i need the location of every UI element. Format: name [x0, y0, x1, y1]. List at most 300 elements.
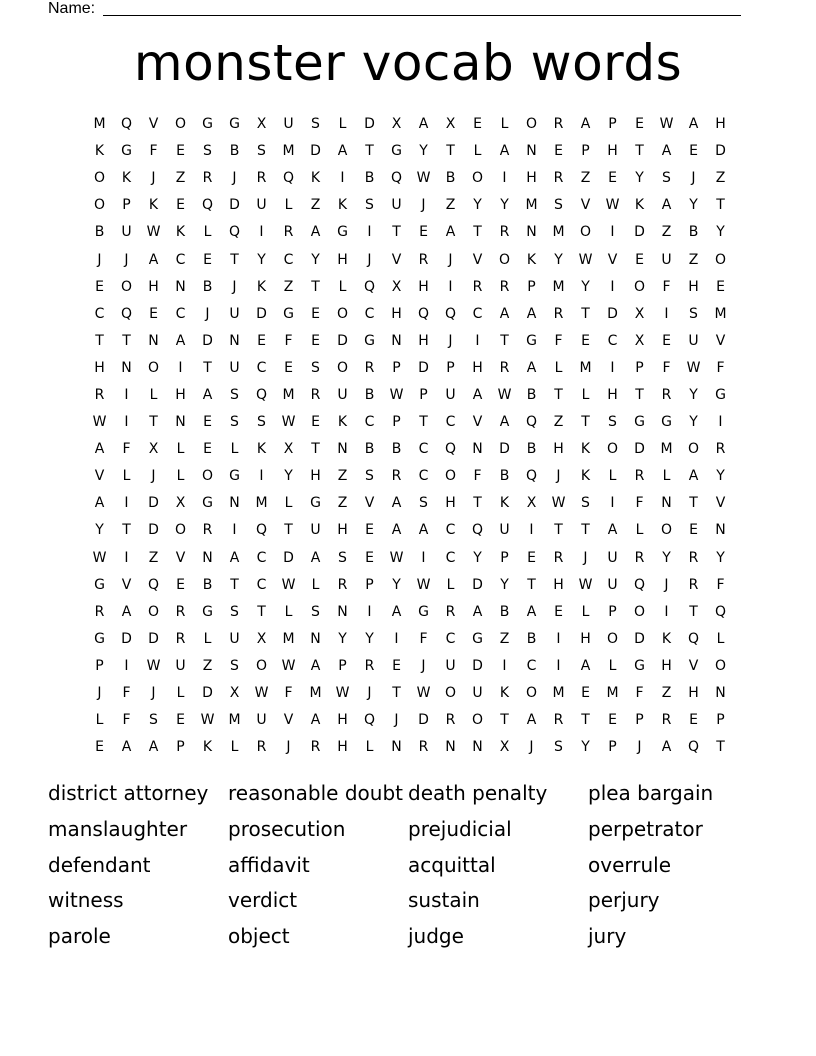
grid-letter: J — [637, 739, 642, 756]
grid-letter: A — [580, 657, 591, 674]
grid-letter: L — [581, 603, 590, 620]
grid-letter: R — [715, 441, 726, 458]
grid-letter: V — [607, 251, 618, 268]
grid-letter: T — [581, 522, 590, 539]
grid-row — [86, 436, 734, 463]
grid-letter: U — [175, 657, 186, 674]
grid-letter: D — [337, 332, 348, 349]
grid-letter: O — [633, 278, 646, 295]
grid-letter: X — [175, 495, 186, 512]
grid-letter: S — [257, 143, 266, 160]
grid-letter: U — [607, 576, 618, 593]
grid-letter: X — [256, 116, 267, 133]
grid-letter: I — [664, 603, 669, 620]
grid-letter: R — [553, 712, 564, 729]
grid-letter: U — [229, 359, 240, 376]
grid-letter: L — [311, 576, 320, 593]
grid-letter: E — [581, 332, 590, 349]
grid-letter: C — [607, 332, 618, 349]
grid-letter: E — [554, 603, 563, 620]
grid-letter: H — [553, 441, 564, 458]
grid-letter: C — [256, 576, 267, 593]
grid-letter: L — [176, 441, 185, 458]
grid-letter: T — [581, 712, 590, 729]
grid-row — [86, 734, 734, 761]
grid-letter: P — [338, 657, 347, 674]
grid-letter: A — [661, 739, 672, 756]
grid-letter: J — [583, 549, 588, 566]
grid-letter: E — [662, 332, 671, 349]
grid-letter: T — [500, 712, 509, 729]
grid-letter: H — [337, 522, 348, 539]
grid-letter: H — [607, 386, 618, 403]
grid-letter: E — [635, 116, 644, 133]
grid-letter: A — [499, 414, 510, 431]
grid-letter: Q — [633, 576, 646, 593]
grid-letter: M — [606, 685, 619, 702]
grid-letter: W — [200, 712, 215, 729]
name-blank-line[interactable] — [103, 15, 741, 16]
grid-letter: Y — [500, 197, 509, 214]
grid-letter: O — [714, 657, 727, 674]
grid-letter: H — [580, 630, 591, 647]
grid-letter: S — [689, 305, 698, 322]
grid-letter: R — [688, 576, 699, 593]
grid-letter: R — [553, 549, 564, 566]
grid-letter: U — [391, 197, 402, 214]
grid-letter: P — [635, 712, 644, 729]
grid-letter: A — [310, 224, 321, 241]
grid-letter: L — [203, 224, 212, 241]
grid-letter: K — [94, 143, 105, 160]
grid-letter: R — [175, 603, 186, 620]
grid-letter: K — [499, 685, 510, 702]
grid-letter: W — [497, 386, 512, 403]
grid-letter: Y — [392, 576, 401, 593]
grid-letter: K — [337, 197, 348, 214]
grid-letter: R — [445, 712, 456, 729]
grid-letter: A — [229, 549, 240, 566]
grid-letter: Q — [228, 224, 241, 241]
grid-letter: E — [608, 712, 617, 729]
grid-letter: Y — [581, 739, 590, 756]
word-list-item: perjury — [588, 888, 660, 913]
grid-letter: D — [229, 197, 240, 214]
grid-row — [86, 111, 734, 138]
grid-letter: S — [554, 739, 563, 756]
grid-letter: R — [364, 359, 375, 376]
grid-letter: E — [149, 305, 158, 322]
grid-letter: O — [660, 522, 673, 539]
grid-letter: D — [472, 576, 483, 593]
grid-letter: R — [310, 739, 321, 756]
grid-letter: Q — [120, 305, 133, 322]
grid-row — [86, 138, 734, 165]
grid-letter: M — [660, 441, 673, 458]
grid-letter: Q — [525, 414, 538, 431]
grid-letter: I — [367, 224, 372, 241]
grid-letter: I — [124, 657, 129, 674]
grid-letter: N — [526, 224, 537, 241]
grid-letter: E — [365, 522, 374, 539]
grid-letter: W — [686, 359, 701, 376]
grid-letter: L — [338, 278, 347, 295]
grid-letter: M — [525, 197, 538, 214]
grid-letter: P — [122, 197, 131, 214]
grid-letter: H — [688, 278, 699, 295]
grid-letter: H — [688, 685, 699, 702]
grid-letter: E — [392, 657, 401, 674]
grid-letter: A — [391, 603, 402, 620]
grid-letter: H — [310, 468, 321, 485]
grid-letter: L — [284, 603, 293, 620]
grid-letter: Z — [499, 630, 510, 647]
grid-letter: J — [151, 170, 156, 187]
grid-letter: V — [472, 414, 483, 431]
grid-letter: C — [94, 305, 105, 322]
grid-letter: F — [419, 630, 428, 647]
grid-letter: P — [419, 386, 428, 403]
grid-letter: W — [335, 685, 350, 702]
grid-letter: Z — [175, 170, 186, 187]
grid-row — [86, 246, 734, 273]
grid-letter: M — [282, 386, 295, 403]
grid-letter: B — [202, 278, 213, 295]
grid-row — [86, 328, 734, 355]
grid-letter: S — [338, 549, 347, 566]
grid-letter: V — [715, 495, 726, 512]
grid-letter: K — [634, 197, 645, 214]
grid-letter: F — [662, 278, 671, 295]
grid-letter: L — [500, 116, 509, 133]
grid-letter: A — [94, 441, 105, 458]
grid-letter: R — [418, 739, 429, 756]
grid-letter: G — [472, 630, 483, 647]
grid-letter: E — [176, 197, 185, 214]
grid-letter: J — [394, 712, 399, 729]
grid-letter: U — [229, 630, 240, 647]
grid-letter: T — [230, 576, 239, 593]
grid-letter: O — [174, 116, 187, 133]
grid-letter: G — [229, 116, 240, 133]
grid-letter: U — [337, 386, 348, 403]
grid-letter: D — [634, 630, 645, 647]
grid-letter: V — [175, 549, 186, 566]
grid-letter: J — [691, 170, 696, 187]
grid-letter: H — [607, 143, 618, 160]
grid-letter: H — [337, 251, 348, 268]
grid-letter: L — [203, 630, 212, 647]
grid-letter: L — [608, 468, 617, 485]
grid-letter: H — [715, 116, 726, 133]
grid-letter: U — [229, 305, 240, 322]
grid-letter: E — [473, 116, 482, 133]
grid-letter: G — [229, 468, 240, 485]
word-list-item: parole — [48, 924, 111, 949]
grid-letter: I — [610, 278, 615, 295]
grid-letter: G — [418, 603, 429, 620]
grid-letter: O — [606, 441, 619, 458]
grid-letter: O — [336, 359, 349, 376]
grid-letter: E — [311, 305, 320, 322]
grid-letter: F — [662, 359, 671, 376]
grid-letter: C — [256, 549, 267, 566]
grid-letter: O — [120, 278, 133, 295]
grid-letter: T — [473, 495, 482, 512]
grid-letter: B — [688, 224, 699, 241]
grid-letter: I — [394, 630, 399, 647]
grid-letter: X — [499, 739, 510, 756]
grid-row — [86, 355, 734, 382]
grid-letter: D — [202, 332, 213, 349]
grid-letter: Q — [255, 386, 268, 403]
grid-letter: Z — [580, 170, 591, 187]
grid-letter: Z — [661, 224, 672, 241]
grid-letter: R — [418, 251, 429, 268]
grid-letter: N — [175, 414, 186, 431]
word-list-item: judge — [408, 924, 464, 949]
grid-letter: A — [607, 522, 618, 539]
grid-letter: I — [259, 224, 264, 241]
grid-letter: M — [228, 712, 241, 729]
grid-letter: W — [659, 116, 674, 133]
grid-letter: Z — [283, 278, 294, 295]
grid-letter: H — [94, 359, 105, 376]
grid-letter: E — [635, 251, 644, 268]
grid-letter: S — [203, 143, 212, 160]
grid-letter: I — [556, 630, 561, 647]
grid-letter: P — [527, 278, 536, 295]
word-list-item: witness — [48, 888, 124, 913]
grid-letter: Y — [635, 170, 644, 187]
grid-letter: I — [529, 522, 534, 539]
grid-letter: O — [498, 251, 511, 268]
grid-letter: T — [311, 441, 320, 458]
grid-letter: D — [310, 143, 321, 160]
grid-letter: R — [256, 170, 267, 187]
grid-letter: D — [715, 143, 726, 160]
grid-letter: E — [311, 414, 320, 431]
grid-letter: P — [176, 739, 185, 756]
grid-letter: L — [176, 685, 185, 702]
grid-letter: P — [608, 116, 617, 133]
grid-letter: N — [391, 739, 402, 756]
grid-letter: Y — [689, 414, 698, 431]
grid-letter: N — [445, 739, 456, 756]
grid-letter: H — [553, 576, 564, 593]
word-list-item: prosecution — [228, 816, 346, 841]
grid-letter: B — [364, 386, 375, 403]
grid-letter: O — [687, 441, 700, 458]
grid-letter: B — [94, 224, 105, 241]
grid-letter: U — [688, 332, 699, 349]
grid-letter: X — [256, 630, 267, 647]
grid-letter: A — [391, 495, 402, 512]
grid-letter: A — [310, 549, 321, 566]
grid-letter: W — [389, 386, 404, 403]
grid-letter: R — [364, 657, 375, 674]
grid-row — [86, 192, 734, 219]
grid-letter: P — [608, 603, 617, 620]
grid-letter: H — [175, 386, 186, 403]
grid-letter: S — [230, 603, 239, 620]
grid-letter: P — [716, 712, 725, 729]
grid-letter: M — [714, 305, 727, 322]
grid-letter: C — [175, 305, 186, 322]
grid-letter: T — [554, 522, 563, 539]
grid-letter: X — [634, 305, 645, 322]
grid-letter: E — [689, 522, 698, 539]
grid-letter: Q — [417, 305, 430, 322]
grid-letter: A — [445, 224, 456, 241]
grid-row — [86, 707, 734, 734]
grid-letter: D — [472, 657, 483, 674]
grid-letter: Q — [687, 630, 700, 647]
grid-letter: W — [578, 251, 593, 268]
grid-letter: D — [202, 685, 213, 702]
grid-letter: K — [202, 739, 213, 756]
grid-letter: A — [94, 495, 105, 512]
grid-letter: G — [94, 576, 105, 593]
grid-letter: Y — [284, 468, 293, 485]
grid-letter: I — [178, 359, 183, 376]
grid-letter: L — [473, 143, 482, 160]
grid-letter: C — [175, 251, 186, 268]
grid-letter: L — [284, 495, 293, 512]
grid-letter: Y — [365, 630, 374, 647]
grid-letter: Z — [445, 197, 456, 214]
grid-letter: T — [689, 603, 698, 620]
word-list-item: prejudicial — [408, 816, 512, 841]
grid-letter: A — [310, 712, 321, 729]
grid-letter: C — [364, 305, 375, 322]
grid-letter: C — [445, 630, 456, 647]
grid-letter: D — [148, 495, 159, 512]
grid-letter: J — [421, 197, 426, 214]
grid-letter: G — [634, 657, 645, 674]
grid-letter: V — [688, 657, 699, 674]
grid-letter: C — [256, 359, 267, 376]
grid-letter: L — [446, 576, 455, 593]
grid-letter: T — [581, 414, 590, 431]
grid-letter: O — [93, 197, 106, 214]
grid-letter: J — [232, 170, 237, 187]
grid-letter: X — [229, 685, 240, 702]
grid-letter: I — [475, 332, 480, 349]
grid-letter: Q — [444, 305, 457, 322]
grid-letter: Z — [661, 685, 672, 702]
grid-letter: X — [445, 116, 456, 133]
grid-letter: O — [471, 170, 484, 187]
grid-letter: J — [151, 685, 156, 702]
grid-letter: Y — [311, 251, 320, 268]
grid-letter: G — [661, 414, 672, 431]
grid-letter: W — [146, 657, 161, 674]
grid-letter: D — [634, 441, 645, 458]
grid-letter: V — [148, 116, 159, 133]
grid-letter: D — [121, 630, 132, 647]
grid-letter: T — [203, 359, 212, 376]
grid-letter: J — [97, 685, 102, 702]
grid-letter: E — [527, 549, 536, 566]
grid-letter: I — [367, 603, 372, 620]
grid-letter: E — [203, 441, 212, 458]
grid-letter: R — [445, 603, 456, 620]
grid-row — [86, 490, 734, 517]
grid-letter: U — [445, 386, 456, 403]
grid-letter: I — [610, 224, 615, 241]
grid-letter: G — [526, 332, 537, 349]
grid-letter: N — [310, 630, 321, 647]
grid-letter: R — [94, 386, 105, 403]
grid-letter: D — [256, 305, 267, 322]
grid-letter: O — [174, 522, 187, 539]
grid-letter: Q — [714, 603, 727, 620]
grid-letter: R — [256, 739, 267, 756]
grid-letter: R — [634, 549, 645, 566]
grid-letter: C — [364, 414, 375, 431]
word-list-item: sustain — [408, 888, 480, 913]
grid-letter: H — [337, 712, 348, 729]
word-bank — [48, 777, 768, 956]
grid-letter: S — [230, 414, 239, 431]
grid-letter: L — [365, 739, 374, 756]
grid-letter: T — [392, 685, 401, 702]
grid-letter: N — [229, 332, 240, 349]
grid-letter: E — [176, 576, 185, 593]
grid-letter: F — [473, 468, 482, 485]
word-list-item: jury — [588, 924, 627, 949]
grid-letter: P — [446, 359, 455, 376]
grid-row — [86, 599, 734, 626]
grid-letter: W — [281, 576, 296, 593]
grid-letter: G — [634, 414, 645, 431]
grid-letter: I — [610, 359, 615, 376]
grid-letter: N — [715, 522, 726, 539]
word-list-item: object — [228, 924, 290, 949]
grid-letter: C — [283, 251, 294, 268]
grid-letter: K — [526, 251, 537, 268]
grid-letter: Z — [148, 549, 159, 566]
grid-letter: E — [176, 712, 185, 729]
grid-letter: Z — [715, 170, 726, 187]
grid-letter: S — [311, 116, 320, 133]
grid-letter: W — [281, 657, 296, 674]
grid-letter: H — [418, 278, 429, 295]
grid-letter: B — [202, 576, 213, 593]
grid-letter: F — [122, 441, 131, 458]
grid-letter: T — [95, 332, 104, 349]
grid-letter: D — [283, 549, 294, 566]
grid-letter: O — [201, 468, 214, 485]
grid-letter: E — [581, 685, 590, 702]
grid-row — [86, 545, 734, 572]
grid-letter: B — [526, 441, 537, 458]
grid-letter: L — [230, 441, 239, 458]
grid-letter: O — [147, 359, 160, 376]
grid-letter: I — [124, 386, 129, 403]
grid-letter: K — [175, 224, 186, 241]
grid-letter: Q — [687, 739, 700, 756]
grid-letter: M — [93, 116, 106, 133]
grid-letter: K — [148, 197, 159, 214]
grid-letter: U — [499, 522, 510, 539]
grid-letter: D — [634, 224, 645, 241]
grid-letter: F — [122, 712, 131, 729]
grid-letter: B — [229, 143, 240, 160]
grid-letter: F — [635, 495, 644, 512]
grid-letter: R — [553, 116, 564, 133]
